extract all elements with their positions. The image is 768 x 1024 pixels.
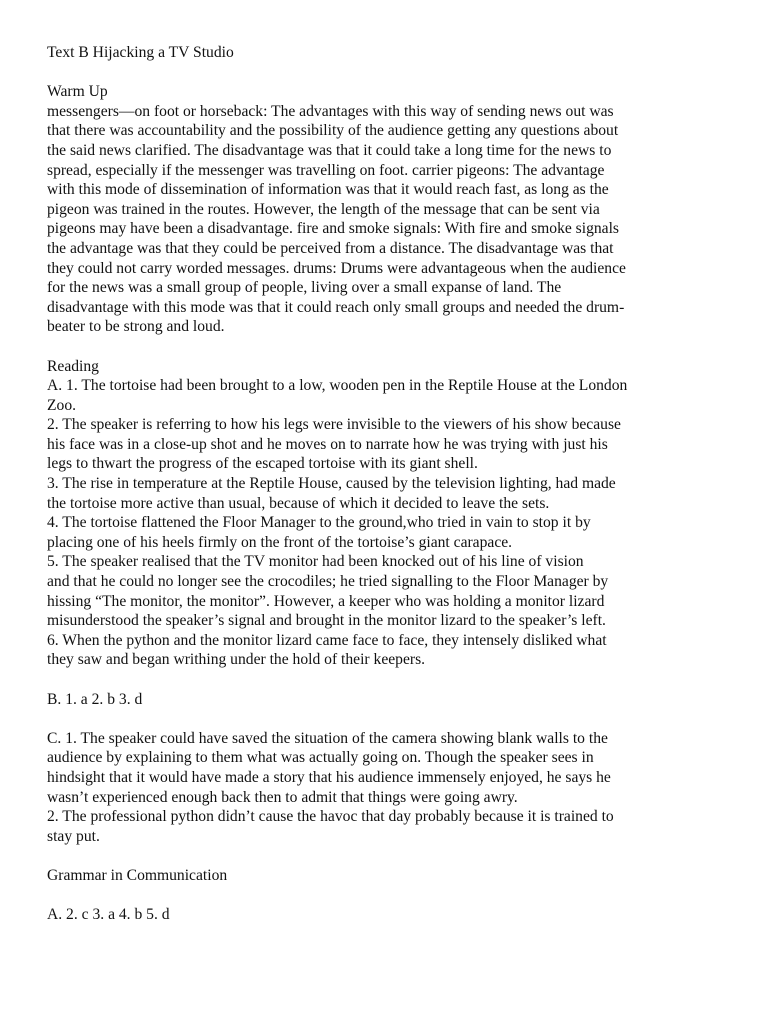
spacer <box>47 846 747 866</box>
reading-a-line: his face was in a close-up shot and he moves on to narrate how he was trying with just his <box>47 435 608 453</box>
reading-a-answers <box>47 376 747 670</box>
reading-c-line: hindsight that it would have made a story that his audience immensely enjoyed, he says he <box>47 768 611 786</box>
warm-up-line: disadvantage with this mode was that it could reach only small groups and needed the drum- <box>47 298 625 316</box>
reading-a-line: Zoo. <box>47 396 77 414</box>
warm-up-line: the said news clarified. The disadvantage was that it could take a long time for the news to <box>47 141 612 159</box>
warm-up-line: with this mode of dissemination of information was that it would reach fast, as long as the <box>47 181 609 199</box>
warm-up-line: spread, especially if the messenger was travelling on foot. carrier pigeons: The advantage <box>47 161 605 179</box>
grammar-a-answers: A. 2. c 3. a 4. b 5. d <box>47 906 170 924</box>
spacer <box>47 63 747 83</box>
reading-c-line: audience by explaining to them what was actually going on. Though the speaker sees in <box>47 749 594 767</box>
reading-a-line: 3. The rise in temperature at the Reptile House, caused by the television lighting, had made <box>47 475 616 493</box>
warm-up-line: pigeon was trained in the routes. However, the length of the message that can be sent via <box>47 200 600 218</box>
warm-up-paragraph <box>47 102 747 337</box>
warm-up-line: messengers—on foot or horseback: The advantages with this way of sending news out was <box>47 102 614 120</box>
reading-a-line: legs to thwart the progress of the escaped tortoise with its giant shell. <box>47 455 478 473</box>
reading-c-answers <box>47 729 747 847</box>
spacer <box>47 709 747 729</box>
grammar-heading: Grammar in Communication <box>47 866 228 884</box>
warm-up-heading: Warm Up <box>47 83 108 101</box>
warm-up-line: beater to be strong and loud. <box>47 318 225 336</box>
reading-heading: Reading <box>47 357 99 375</box>
warm-up-line: the advantage was that they could be perceived from a distance. The disadvantage was that <box>47 239 614 257</box>
spacer <box>47 886 747 906</box>
warm-up-line: they could not carry worded messages. drums: Drums were advantageous when the audience <box>47 259 626 277</box>
reading-c-line: wasn’t experienced enough back then to admit that things were going awry. <box>47 788 518 806</box>
reading-a-line: 6. When the python and the monitor lizard came face to face, they intensely disliked what <box>47 631 607 649</box>
reading-a-line: 5. The speaker realised that the TV monitor had been knocked out of his line of vision <box>47 553 584 571</box>
reading-a-line: misunderstood the speaker’s signal and brought in the monitor lizard to the speaker’s left. <box>47 612 606 630</box>
reading-a-line: 2. The speaker is referring to how his legs were invisible to the viewers of his show because <box>47 416 621 434</box>
reading-c-line: 2. The professional python didn’t cause the havoc that day probably because it is trained to <box>47 808 614 826</box>
document-title: Text B Hijacking a TV Studio <box>47 44 234 61</box>
warm-up-line: for the news was a small group of people, living over a small expanse of land. The <box>47 279 562 297</box>
reading-a-line: A. 1. The tortoise had been brought to a low, wooden pen in the Reptile House at the London <box>47 377 628 395</box>
reading-a-line: they saw and began writhing under the hold of their keepers. <box>47 651 426 669</box>
document-page <box>47 43 747 925</box>
reading-a-line: the tortoise more active than usual, because of which it decided to leave the sets. <box>47 494 550 512</box>
reading-a-line: 4. The tortoise flattened the Floor Manager to the ground,who tried in vain to stop it by <box>47 514 591 532</box>
warm-up-line: that there was accountability and the possibility of the audience getting any questions about <box>47 122 619 140</box>
reading-c-line: C. 1. The speaker could have saved the situation of the camera showing blank walls to the <box>47 729 608 747</box>
reading-c-line: stay put. <box>47 827 100 845</box>
spacer <box>47 337 747 357</box>
spacer <box>47 670 747 690</box>
reading-a-line: placing one of his heels firmly on the front of the tortoise’s giant carapace. <box>47 533 513 551</box>
reading-b-answers: B. 1. a 2. b 3. d <box>47 690 143 708</box>
warm-up-line: pigeons may have been a disadvantage. fire and smoke signals: With fire and smoke signals <box>47 220 620 238</box>
reading-a-line: and that he could no longer see the crocodiles; he tried signalling to the Floor Manager by <box>47 573 609 591</box>
reading-a-line: hissing “The monitor, the monitor”. However, a keeper who was holding a monitor lizard <box>47 592 605 610</box>
